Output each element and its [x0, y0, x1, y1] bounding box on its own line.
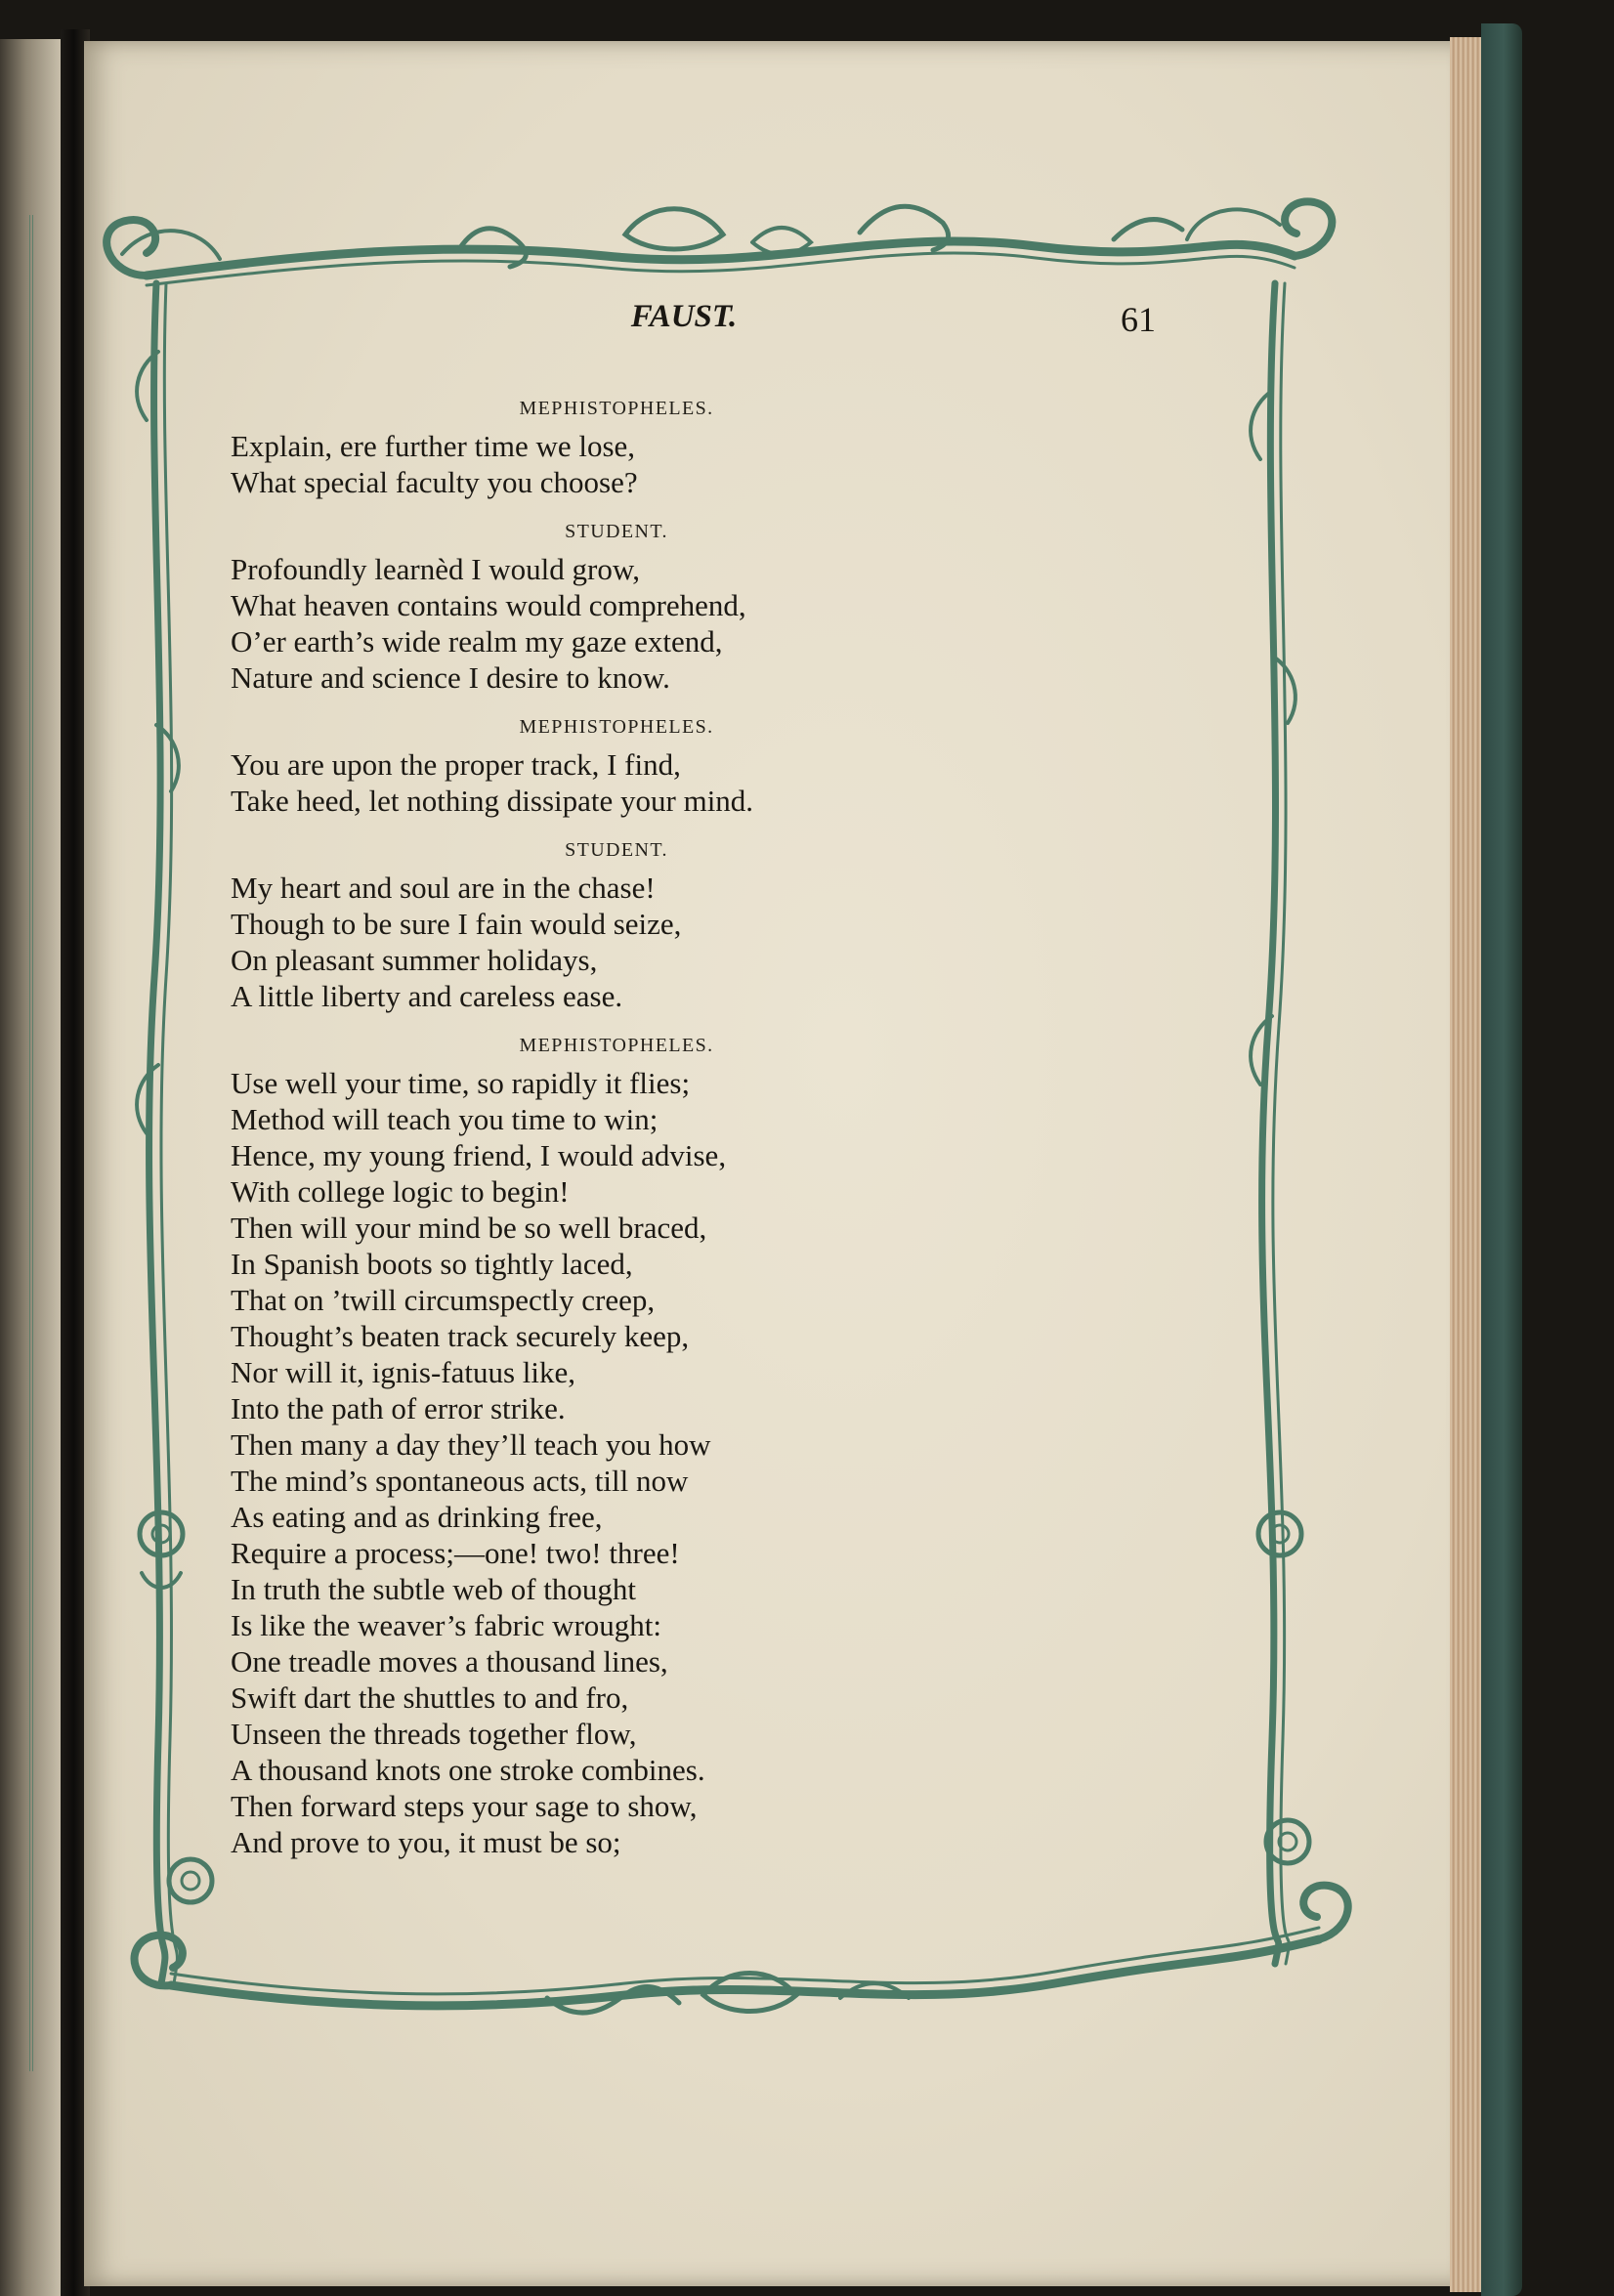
verse-line: Then will your mind be so well braced,	[231, 1211, 707, 1245]
verse-line: Swift dart the shuttles to and fro,	[231, 1680, 629, 1715]
dialogue-block	[231, 707, 1002, 819]
verse-line: Take heed, let nothing dissipate your mind.	[231, 784, 754, 818]
verse-line: And prove to you, it must be so;	[231, 1825, 621, 1859]
verse-line: My heart and soul are in the chase!	[231, 871, 656, 905]
speaker-name: MEPHISTOPHELES.	[519, 1035, 714, 1056]
verse-line: In Spanish boots so tightly laced,	[231, 1247, 633, 1281]
verse-line: What special faculty you choose?	[231, 465, 638, 499]
running-header	[0, 299, 1614, 348]
dialogue-block	[231, 389, 1002, 500]
verse-text	[231, 389, 1002, 1872]
verse-line: A little liberty and careless ease.	[231, 979, 623, 1013]
verse-line: Then many a day they’ll teach you how	[231, 1427, 711, 1462]
speaker-name: MEPHISTOPHELES.	[519, 398, 714, 419]
verse-line: One treadle moves a thousand lines,	[231, 1644, 668, 1679]
verse-line: Into the path of error strike.	[231, 1391, 566, 1425]
verse-line: A thousand knots one stroke combines.	[231, 1753, 705, 1787]
verse-line: The mind’s spontaneous acts, till now	[231, 1464, 689, 1498]
verse-line: Explain, ere further time we lose,	[231, 429, 636, 463]
verse-line: Unseen the threads together flow,	[231, 1717, 637, 1751]
verse-line: Require a process;—one! two! three!	[231, 1536, 680, 1570]
verse-line: Though to be sure I fain would seize,	[231, 907, 682, 941]
verse-line: As eating and as drinking free,	[231, 1500, 603, 1534]
speaker-name: STUDENT.	[565, 839, 668, 861]
verse-line: Is like the weaver’s fabric wrought:	[231, 1608, 662, 1642]
verse-line: Thought’s beaten track securely keep,	[231, 1319, 690, 1353]
page-number: 61	[1121, 300, 1156, 339]
verse-line: Method will teach you time to win;	[231, 1102, 658, 1136]
running-title: FAUST.	[630, 299, 738, 334]
dialogue-block	[231, 830, 1002, 1014]
verse-line: Nature and science I desire to know.	[231, 660, 670, 695]
dialogue-block	[231, 1026, 1002, 1860]
verse-line: Use well your time, so rapidly it flies;	[231, 1066, 691, 1100]
verse-line: With college logic to begin!	[231, 1174, 570, 1209]
verse-line: Nor will it, ignis-fatuus like,	[231, 1355, 576, 1389]
dialogue-block	[231, 512, 1002, 696]
verse-line: Then forward steps your sage to show,	[231, 1789, 698, 1823]
verse-line: That on ’twill circumspectly creep,	[231, 1283, 656, 1317]
verse-line: Profoundly learnèd I would grow,	[231, 552, 640, 586]
verse-line: In truth the subtle web of thought	[231, 1572, 636, 1606]
verse-line: You are upon the proper track, I find,	[231, 747, 681, 782]
speaker-name: STUDENT.	[565, 521, 668, 542]
verse-line: On pleasant summer holidays,	[231, 943, 598, 977]
verse-line: O’er earth’s wide realm my gaze extend,	[231, 624, 723, 659]
verse-line: What heaven contains would comprehend,	[231, 588, 746, 622]
verse-line: Hence, my young friend, I would advise,	[231, 1138, 727, 1172]
speaker-name: MEPHISTOPHELES.	[519, 716, 714, 738]
